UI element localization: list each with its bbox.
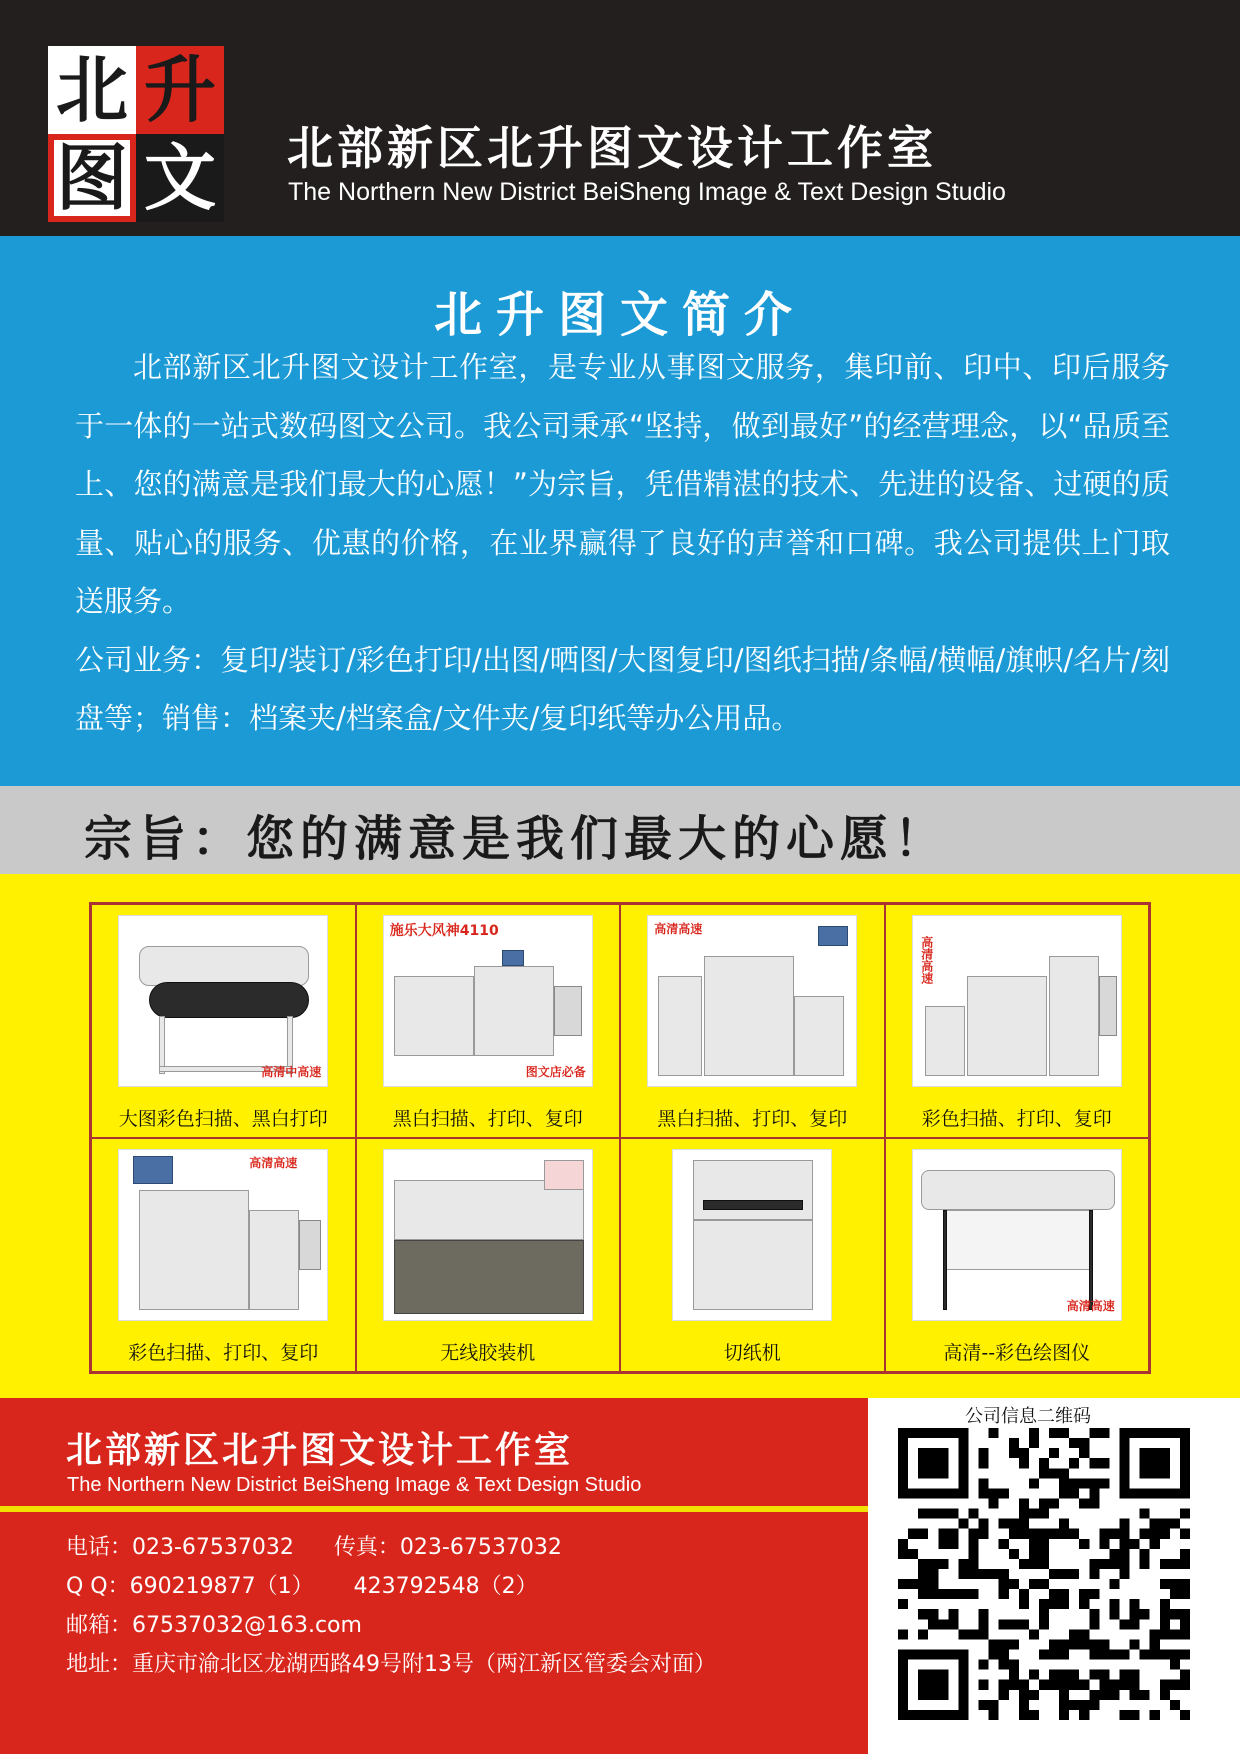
product-tag: 高清中高速 [261, 1065, 322, 1079]
binding-machine-image [383, 1149, 593, 1321]
product-badge: 施乐大风神4110 [389, 923, 499, 939]
header-banner [0, 0, 1240, 236]
phone-text: 电话：023-67537032 [66, 1535, 294, 1560]
plotter-image [912, 1149, 1122, 1321]
product-cell [620, 1138, 885, 1372]
intro-body [75, 338, 1170, 748]
header-subtitle: The Northern New District BeiSheng Image & Text Design Studio [288, 178, 1006, 206]
logo-char-wen: 文 [136, 134, 224, 222]
intro-section [0, 236, 1240, 786]
product-tag: 图文店必备 [525, 1065, 586, 1079]
contact-info [66, 1528, 716, 1684]
intro-title: 北升图文简介 [433, 287, 806, 343]
xerox-4110-image [383, 915, 593, 1087]
product-tag: 高清高速 [1066, 1299, 1115, 1313]
product-cell [356, 904, 621, 1138]
product-caption: 大图彩色扫描、黑白打印 [118, 1108, 328, 1130]
contact-footer [0, 1398, 868, 1754]
qr-code-icon [898, 1428, 1190, 1720]
product-cell [91, 904, 356, 1138]
motto-bar [0, 786, 1240, 874]
product-caption: 彩色扫描、打印、复印 [921, 1108, 1112, 1130]
footer-title: 北部新区北升图文设计工作室 [66, 1430, 574, 1471]
docucentre-color-image [912, 915, 1122, 1087]
product-cell [356, 1138, 621, 1372]
color-copier-image [118, 1149, 328, 1321]
product-grid [89, 902, 1151, 1374]
footer-divider [0, 1506, 868, 1512]
product-caption: 高清--彩色绘图仪 [943, 1342, 1091, 1364]
product-cell [620, 904, 885, 1138]
product-badge: 高清高速 [919, 936, 934, 984]
qq2-text: 423792548（2） [353, 1574, 538, 1599]
motto-text: 宗旨：您的满意是我们最大的心愿！ [84, 811, 949, 867]
logo-char-tu: 图 [48, 134, 136, 222]
product-cell [885, 904, 1150, 1138]
qr-panel [868, 1398, 1240, 1754]
wide-format-scanner-image [118, 915, 328, 1087]
header-title: 北部新区北升图文设计工作室 [287, 121, 937, 175]
paper-cutter-image [672, 1149, 832, 1321]
business-paragraph: 公司业务：复印/装订/彩色打印/出图/晒图/大图复印/图纸扫描/条幅/横幅/旗帜/名片/刻盘等；销售：档案夹/档案盒/文件夹/复印纸等办公用品。 [75, 642, 1170, 735]
qq-text: Q Q：690219877（1） [66, 1574, 314, 1599]
product-caption: 无线胶装机 [440, 1342, 536, 1364]
product-caption: 切纸机 [723, 1342, 781, 1364]
product-badge: 高清高速 [654, 922, 703, 936]
studio-logo [48, 46, 224, 222]
footer-subtitle: The Northern New District BeiSheng Image & Text Design Studio [67, 1474, 642, 1496]
bw-copier-image [647, 915, 857, 1087]
email-text: 邮箱：67537032@163.com [66, 1613, 362, 1638]
logo-char-sheng: 升 [136, 46, 224, 134]
intro-paragraph: 北部新区北升图文设计工作室，是专业从事图文服务，集印前、印中、印后服务于一体的一站式数码图文公司。我公司秉承“坚持，做到最好”的经营理念，以“品质至上、您的满意是我们最大的心愿！”为宗旨，凭借精湛的技术、先进的设备、过硬的质量、贴心的服务、优惠的价格，在业界赢得了良好的声誉和口碑。我公司提供上门取送服务。 [75, 350, 1170, 618]
logo-char-bei: 北 [48, 46, 136, 134]
product-caption: 黑白扫描、打印、复印 [657, 1108, 848, 1130]
product-caption: 黑白扫描、打印、复印 [392, 1108, 583, 1130]
product-caption: 彩色扫描、打印、复印 [128, 1342, 319, 1364]
fax-text: 传真：023-67537032 [333, 1535, 562, 1560]
products-section [0, 874, 1240, 1398]
product-badge: 高清高速 [249, 1156, 298, 1170]
qr-label: 公司信息二维码 [965, 1406, 1091, 1427]
product-cell [91, 1138, 356, 1372]
product-cell [885, 1138, 1150, 1372]
address-text: 地址：重庆市渝北区龙湖西路49号附13号（两江新区管委会对面） [66, 1652, 716, 1677]
